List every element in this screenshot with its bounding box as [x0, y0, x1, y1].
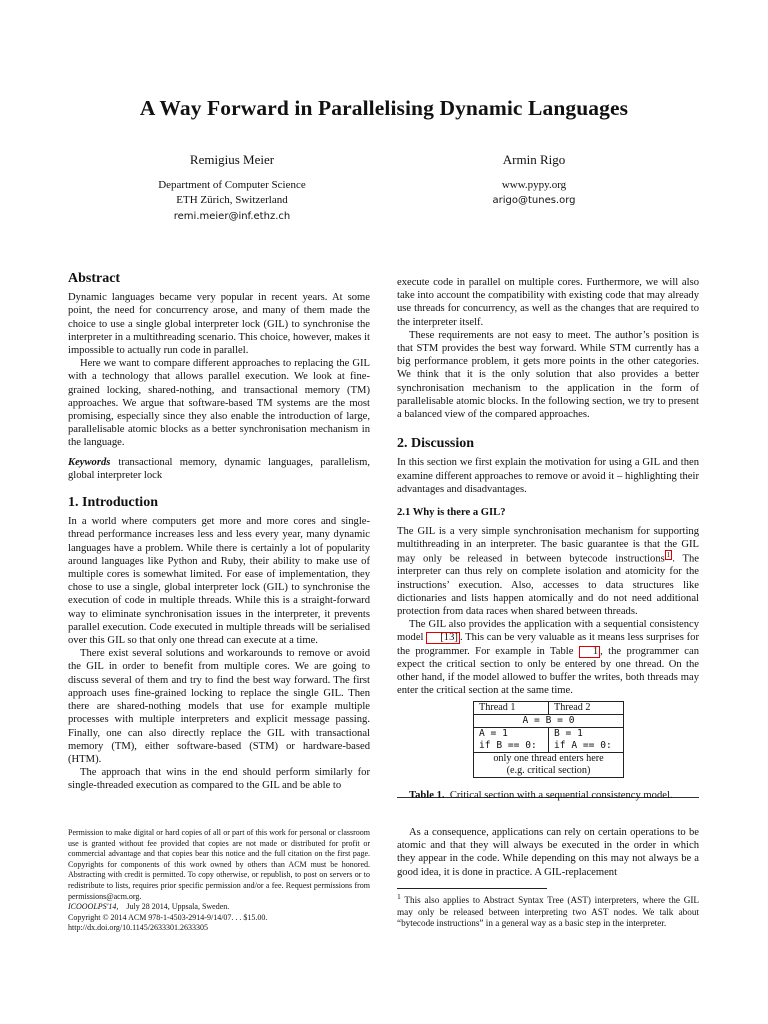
caption-text: Critical section with a sequential consistency model. — [449, 790, 673, 801]
discussion-heading: 2. Discussion — [397, 436, 475, 452]
footnote-number: 1 — [397, 892, 401, 901]
consequence-block — [397, 826, 699, 879]
caption-label: Table 1. — [409, 790, 445, 801]
table-footer: only one thread enters here — [474, 753, 624, 766]
keywords-text: transactional memory, dynamic languages, parallelism, global interpreter lock — [68, 456, 370, 481]
left-column — [68, 272, 370, 793]
author-email[interactable]: remi.meier@inf.ethz.ch — [173, 210, 291, 222]
gil-paragraph — [397, 525, 699, 618]
abstract-paragraph: Here we want to compare different approaches to replacing the GIL with a technology that allows parallel execution. We look at fine-grained locking, shared-nothing, and transactional memory (TM) approaches. We argue that software-based TM systems are the most promising, especially since they also enable the introduction of large, parallelisable atomic blocks as a better synchronisation mechanism in the language. — [68, 358, 370, 449]
footnote-text: This also applies to Abstract Syntax Tree (AST) interpreters, where the GIL may only be released between interpreting two AST nodes. We talk about “bytecode instructions” in a general way as a basic step in the interpreter. — [397, 895, 700, 929]
table-header-thread2: Thread 2 — [549, 702, 624, 715]
continued-paragraph: execute code in parallel on multiple cores. Furthermore, we will also take into account the compatibility with existing code that may already use threads for concurrency, as well as the changes that are required to the interpreter itself. — [397, 277, 699, 328]
footnote — [397, 891, 699, 930]
intro-paragraph: In a world where computers get more and more cores and single-thread performance increases less and less every year, many dynamic languages have a problem. While there is certainly a lot of popularity around languages like Python and Ruby, their ability to make use of multiple cores is somewhat limited. For ease of implementation, they chose to use a single, global interpreter lock (GIL) to synchronise the execution of code in multiple threads. While this is a straight-forward way to eliminate synchronisation issues in the interpreter, it prevents parallel execution. Code executed in multiple threads will be serialised over this GIL so that only one thread can execute at a time. — [68, 516, 370, 647]
copyright-line: Copyright © 2014 ACM 978-1-4503-2914-9/14/07. . . $15.00. — [68, 912, 268, 922]
table-cell: A = 1 — [474, 728, 549, 741]
author-email[interactable]: arigo@tunes.org — [492, 195, 576, 206]
table-cell: if B == 0: — [474, 740, 549, 753]
intro-paragraph: There exist several solutions and workarounds to remove or avoid the GIL in order to benefit from multiple cores. We are going to discuss several of them and try to find the best way forward. The first approach uses fine-grained locking to replace the single GIL. Then there are shared-nothing models that use for example multiple processes with multiple interpreters and explicit message passing. Finally, one can also directly replace the GIL with transactional memory (TM), either software-based (STM) or hardware-based (HTM). — [68, 648, 370, 765]
footnote-rule — [397, 888, 547, 889]
table-cell: if A == 0: — [549, 740, 624, 753]
gil-text: . This can be very valuable as it means less surprises for the programmer. For example in Table — [397, 632, 699, 657]
table-caption — [409, 790, 673, 801]
permission-text: Permission to make digital or hard copies of all or part of this work for personal or classroom use is granted without fee provided that copies are not made or distributed for profit or commercial advantage and that copies bear this notice and the full citation on the first page. Copyrights for components of this work owned by others than ACM must be honored. Abstracting with credit is permitted. To copy otherwise, or republish, to post on servers or to redistribute to lists, requires prior specific permission and/or a fee. Request permissions from permissions@acm.org. — [68, 828, 370, 901]
gil-text: The GIL also provides the application with a sequential consistency model — [397, 619, 699, 644]
venue-date: July 28 2014, Uppsala, Sweden. — [126, 902, 230, 912]
table-cell: B = 1 — [549, 728, 624, 741]
paper-title: A Way Forward in Parallelising Dynamic Languages — [139, 96, 629, 120]
table-footer: (e.g. critical section) — [474, 765, 624, 778]
discussion-paragraph: In this section we first explain the motivation for using a GIL and then examine different approaches to remove or avoid it – highlighting their advantages and disadvantages. — [397, 457, 699, 495]
permission-block — [68, 828, 370, 934]
author-website[interactable]: www.pypy.org — [501, 178, 567, 191]
author-block-meier — [112, 152, 352, 224]
author-name: Remigius Meier — [189, 152, 275, 167]
table-ref-link[interactable]: 1 — [579, 646, 600, 658]
subsection-heading: 2.1 Why is there a GIL? — [397, 507, 506, 519]
author-location: ETH Zürich, Switzerland — [176, 194, 288, 206]
footnote-ref[interactable]: 1 — [666, 550, 671, 559]
keywords-label: Keywords — [68, 456, 111, 468]
table-init-row: A = B = 0 — [474, 715, 624, 728]
keywords — [68, 456, 370, 482]
body-paragraph: As a consequence, applications can rely on certain operations to be atomic and that they will always be executed in the order in which they appear in the code. While depending on this may not always be a good idea, it is done in practice. A GIL-replacement — [397, 827, 699, 878]
citation-link[interactable]: [13] — [426, 632, 460, 644]
author-block-rigo — [414, 152, 654, 209]
intro-paragraph: The approach that wins in the end should perform similarly for single-threaded execution as compared to the GIL and be able to — [68, 767, 370, 792]
gil-paragraph — [397, 618, 699, 697]
gil-text: The GIL is a very simple synchronisation mechanism for supporting multithreading in an interpreter. The basic guarantee is that the GIL may only be released in between bytecode instructions — [397, 526, 699, 565]
critical-section-table — [473, 701, 624, 778]
right-column — [397, 276, 699, 697]
abstract-heading: Abstract — [68, 271, 121, 286]
table-header-thread1: Thread 1 — [474, 702, 549, 715]
doi-link[interactable]: http://dx.doi.org/10.1145/2633301.2633305 — [68, 923, 209, 933]
author-affiliation: Department of Computer Science — [158, 178, 306, 191]
body-paragraph: These requirements are not easy to meet. The author’s position is that STM provides the best way forward. While STM currently has a big performance problem, it gets more points in the other categories. We think that it is the only solution that also provides a better synchronisation mechanism to the application in the form of parallelisable atomic blocks. In the following section, we try to present a balanced view of the compared approaches. — [397, 329, 699, 421]
venue-name: ICOOOLPS'14, — [68, 902, 119, 912]
author-name: Armin Rigo — [502, 152, 566, 167]
intro-heading: 1. Introduction — [68, 495, 158, 511]
gil-text: , the programmer can expect the critical section to only be entered by one thread. On the other hand, if the model allowed to buffer the writes, both threads may enter the critical section at the same time. — [397, 645, 699, 697]
gil-text: . The interpreter can thus rely on complete isolation and atomicity for the instructions’ execution. Also, accesses to data structures like dictionaries and lists happen atomically and do not need additional protection from data races when shared between threads. — [397, 553, 699, 617]
abstract-paragraph: Dynamic languages became very popular in recent years. At some point, the need for concurrency arose, and many of them made the choice to use a single global interpreter lock (GIL) to synchronise the interpreter in a multithreading scenario. This choice, however, makes it impossible to actually run code in parallel. — [68, 292, 370, 357]
